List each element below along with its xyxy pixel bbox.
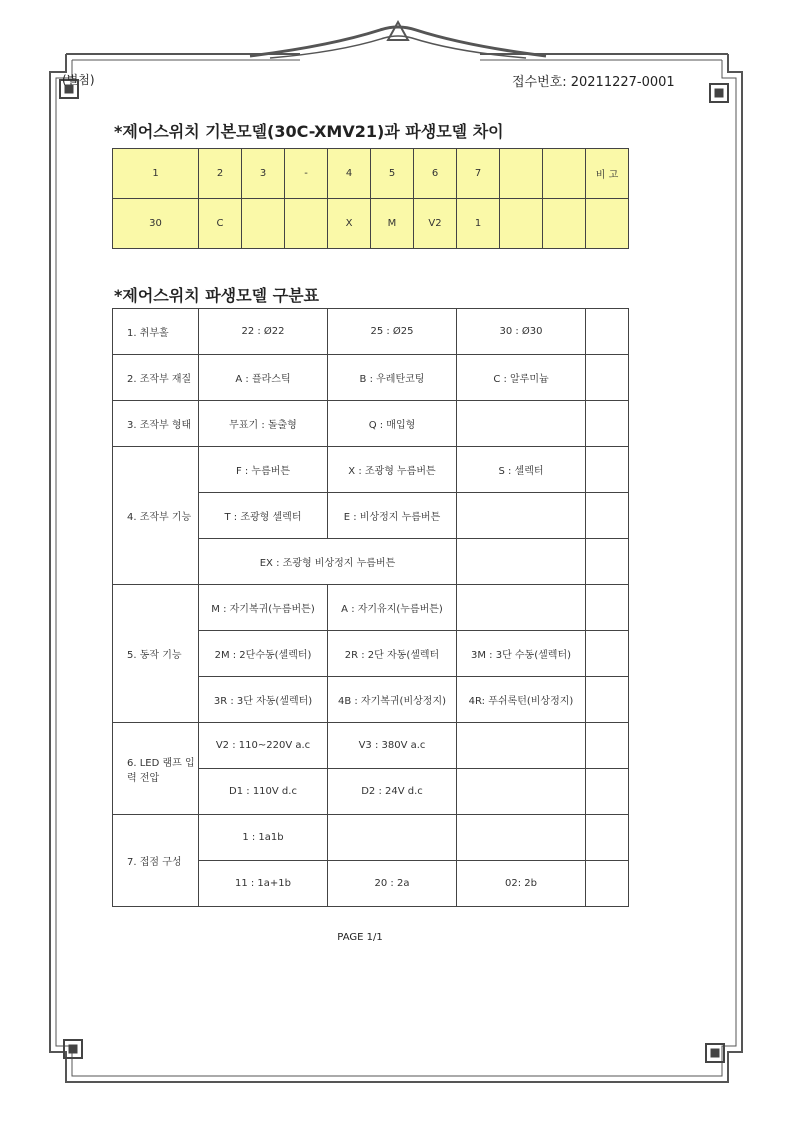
table-cell: 20 : 2a — [328, 861, 457, 907]
category-label: 4. 조작부 기능 — [113, 447, 199, 585]
table-cell: 6 — [414, 149, 457, 199]
table-cell: D2 : 24V d.c — [328, 769, 457, 815]
table-cell — [457, 539, 586, 585]
category-label: 5. 동작 기능 — [113, 585, 199, 723]
table-cell: 4R: 푸쉬록턴(비상정지) — [457, 677, 586, 723]
table-cell: 3 — [242, 149, 285, 199]
table-cell — [543, 149, 586, 199]
table-row — [113, 309, 629, 355]
table-cell: D1 : 110V d.c — [199, 769, 328, 815]
table-cell: 5 — [371, 149, 414, 199]
section1-title: *제어스위치 기본모델(30C-XMV21)과 파생모델 차이 — [114, 122, 504, 141]
table-cell: C — [199, 199, 242, 249]
table-cell — [543, 199, 586, 249]
table-cell — [457, 401, 586, 447]
table-cell — [500, 149, 543, 199]
table-cell: 2M : 2단수동(셀렉터) — [199, 631, 328, 677]
table-cell: 30 — [113, 199, 199, 249]
table-cell: 3R : 3단 자동(셀렉터) — [199, 677, 328, 723]
category-label: 7. 접점 구성 — [113, 815, 199, 907]
table-cell — [586, 861, 629, 907]
table-cell: 1 : 1a1b — [199, 815, 328, 861]
table-cell: 3M : 3단 수동(셀렉터) — [457, 631, 586, 677]
table-cell — [242, 199, 285, 249]
table-row — [113, 355, 629, 401]
table-cell: E : 비상정지 누름버튼 — [328, 493, 457, 539]
table-cell: V2 : 110~220V a.c — [199, 723, 328, 769]
table-cell: M — [371, 199, 414, 249]
table-cell: T : 조광형 셀렉터 — [199, 493, 328, 539]
table-cell: Q : 매입형 — [328, 401, 457, 447]
table-cell — [586, 493, 629, 539]
table-cell — [500, 199, 543, 249]
table-row — [113, 723, 629, 769]
table-cell: C : 알루미늄 — [457, 355, 586, 401]
table-cell: A : 플라스틱 — [199, 355, 328, 401]
table-cell: 2R : 2단 자동(셀렉터 — [328, 631, 457, 677]
table-cell: X : 조광형 누름버튼 — [328, 447, 457, 493]
table-row — [113, 401, 629, 447]
table-cell: - — [285, 149, 328, 199]
receipt-number: 접수번호: 20211227-0001 — [512, 75, 675, 90]
table-cell — [457, 723, 586, 769]
category-label: 2. 조작부 재질 — [113, 355, 199, 401]
table-cell — [586, 723, 629, 769]
table-row — [113, 585, 629, 631]
table-cell — [586, 585, 629, 631]
model-difference-table — [112, 148, 629, 249]
table-cell — [586, 309, 629, 355]
table-cell: 22 : Ø22 — [199, 309, 328, 355]
table-cell: M : 자기복귀(누름버튼) — [199, 585, 328, 631]
table-row — [113, 815, 629, 861]
table-cell — [586, 815, 629, 861]
page-number: PAGE 1/1 — [337, 932, 383, 943]
table-cell — [586, 199, 629, 249]
category-label: 1. 취부홀 — [113, 309, 199, 355]
table-cell — [285, 199, 328, 249]
table-cell: S : 셀렉터 — [457, 447, 586, 493]
table-cell: 4 — [328, 149, 371, 199]
table-cell — [586, 631, 629, 677]
table-cell: 02: 2b — [457, 861, 586, 907]
table-cell — [586, 355, 629, 401]
table-cell — [586, 769, 629, 815]
table-cell: F : 누름버튼 — [199, 447, 328, 493]
table-cell — [328, 815, 457, 861]
table-cell: 11 : 1a+1b — [199, 861, 328, 907]
diff-header-row — [113, 149, 629, 199]
table-cell — [457, 493, 586, 539]
table-cell: 25 : Ø25 — [328, 309, 457, 355]
table-cell: B : 우레탄코팅 — [328, 355, 457, 401]
table-cell — [586, 447, 629, 493]
table-cell: 2 — [199, 149, 242, 199]
table-cell: EX : 조광형 비상정지 누름버튼 — [199, 539, 457, 585]
table-cell: A : 자기유지(누름버튼) — [328, 585, 457, 631]
derivative-model-table — [112, 308, 629, 907]
diff-value-row — [113, 199, 629, 249]
table-cell: 7 — [457, 149, 500, 199]
attachment-label: (별첨) — [62, 73, 95, 87]
section2-title: *제어스위치 파생모델 구분표 — [114, 286, 319, 305]
table-cell: V3 : 380V a.c — [328, 723, 457, 769]
table-cell — [457, 585, 586, 631]
table-cell — [586, 677, 629, 723]
remarks-header: 비 고 — [586, 149, 629, 199]
category-label: 3. 조작부 형태 — [113, 401, 199, 447]
table-cell: X — [328, 199, 371, 249]
table-cell: 4B : 자기복귀(비상정지) — [328, 677, 457, 723]
table-cell — [457, 769, 586, 815]
table-cell: 1 — [113, 149, 199, 199]
table-cell: V2 — [414, 199, 457, 249]
table-cell: 30 : Ø30 — [457, 309, 586, 355]
table-cell — [586, 539, 629, 585]
table-cell: 무표기 : 돌출형 — [199, 401, 328, 447]
table-cell: 1 — [457, 199, 500, 249]
table-row — [113, 447, 629, 493]
table-cell — [586, 401, 629, 447]
category-label: 6. LED 램프 입력 전압 — [113, 723, 199, 815]
table-cell — [457, 815, 586, 861]
